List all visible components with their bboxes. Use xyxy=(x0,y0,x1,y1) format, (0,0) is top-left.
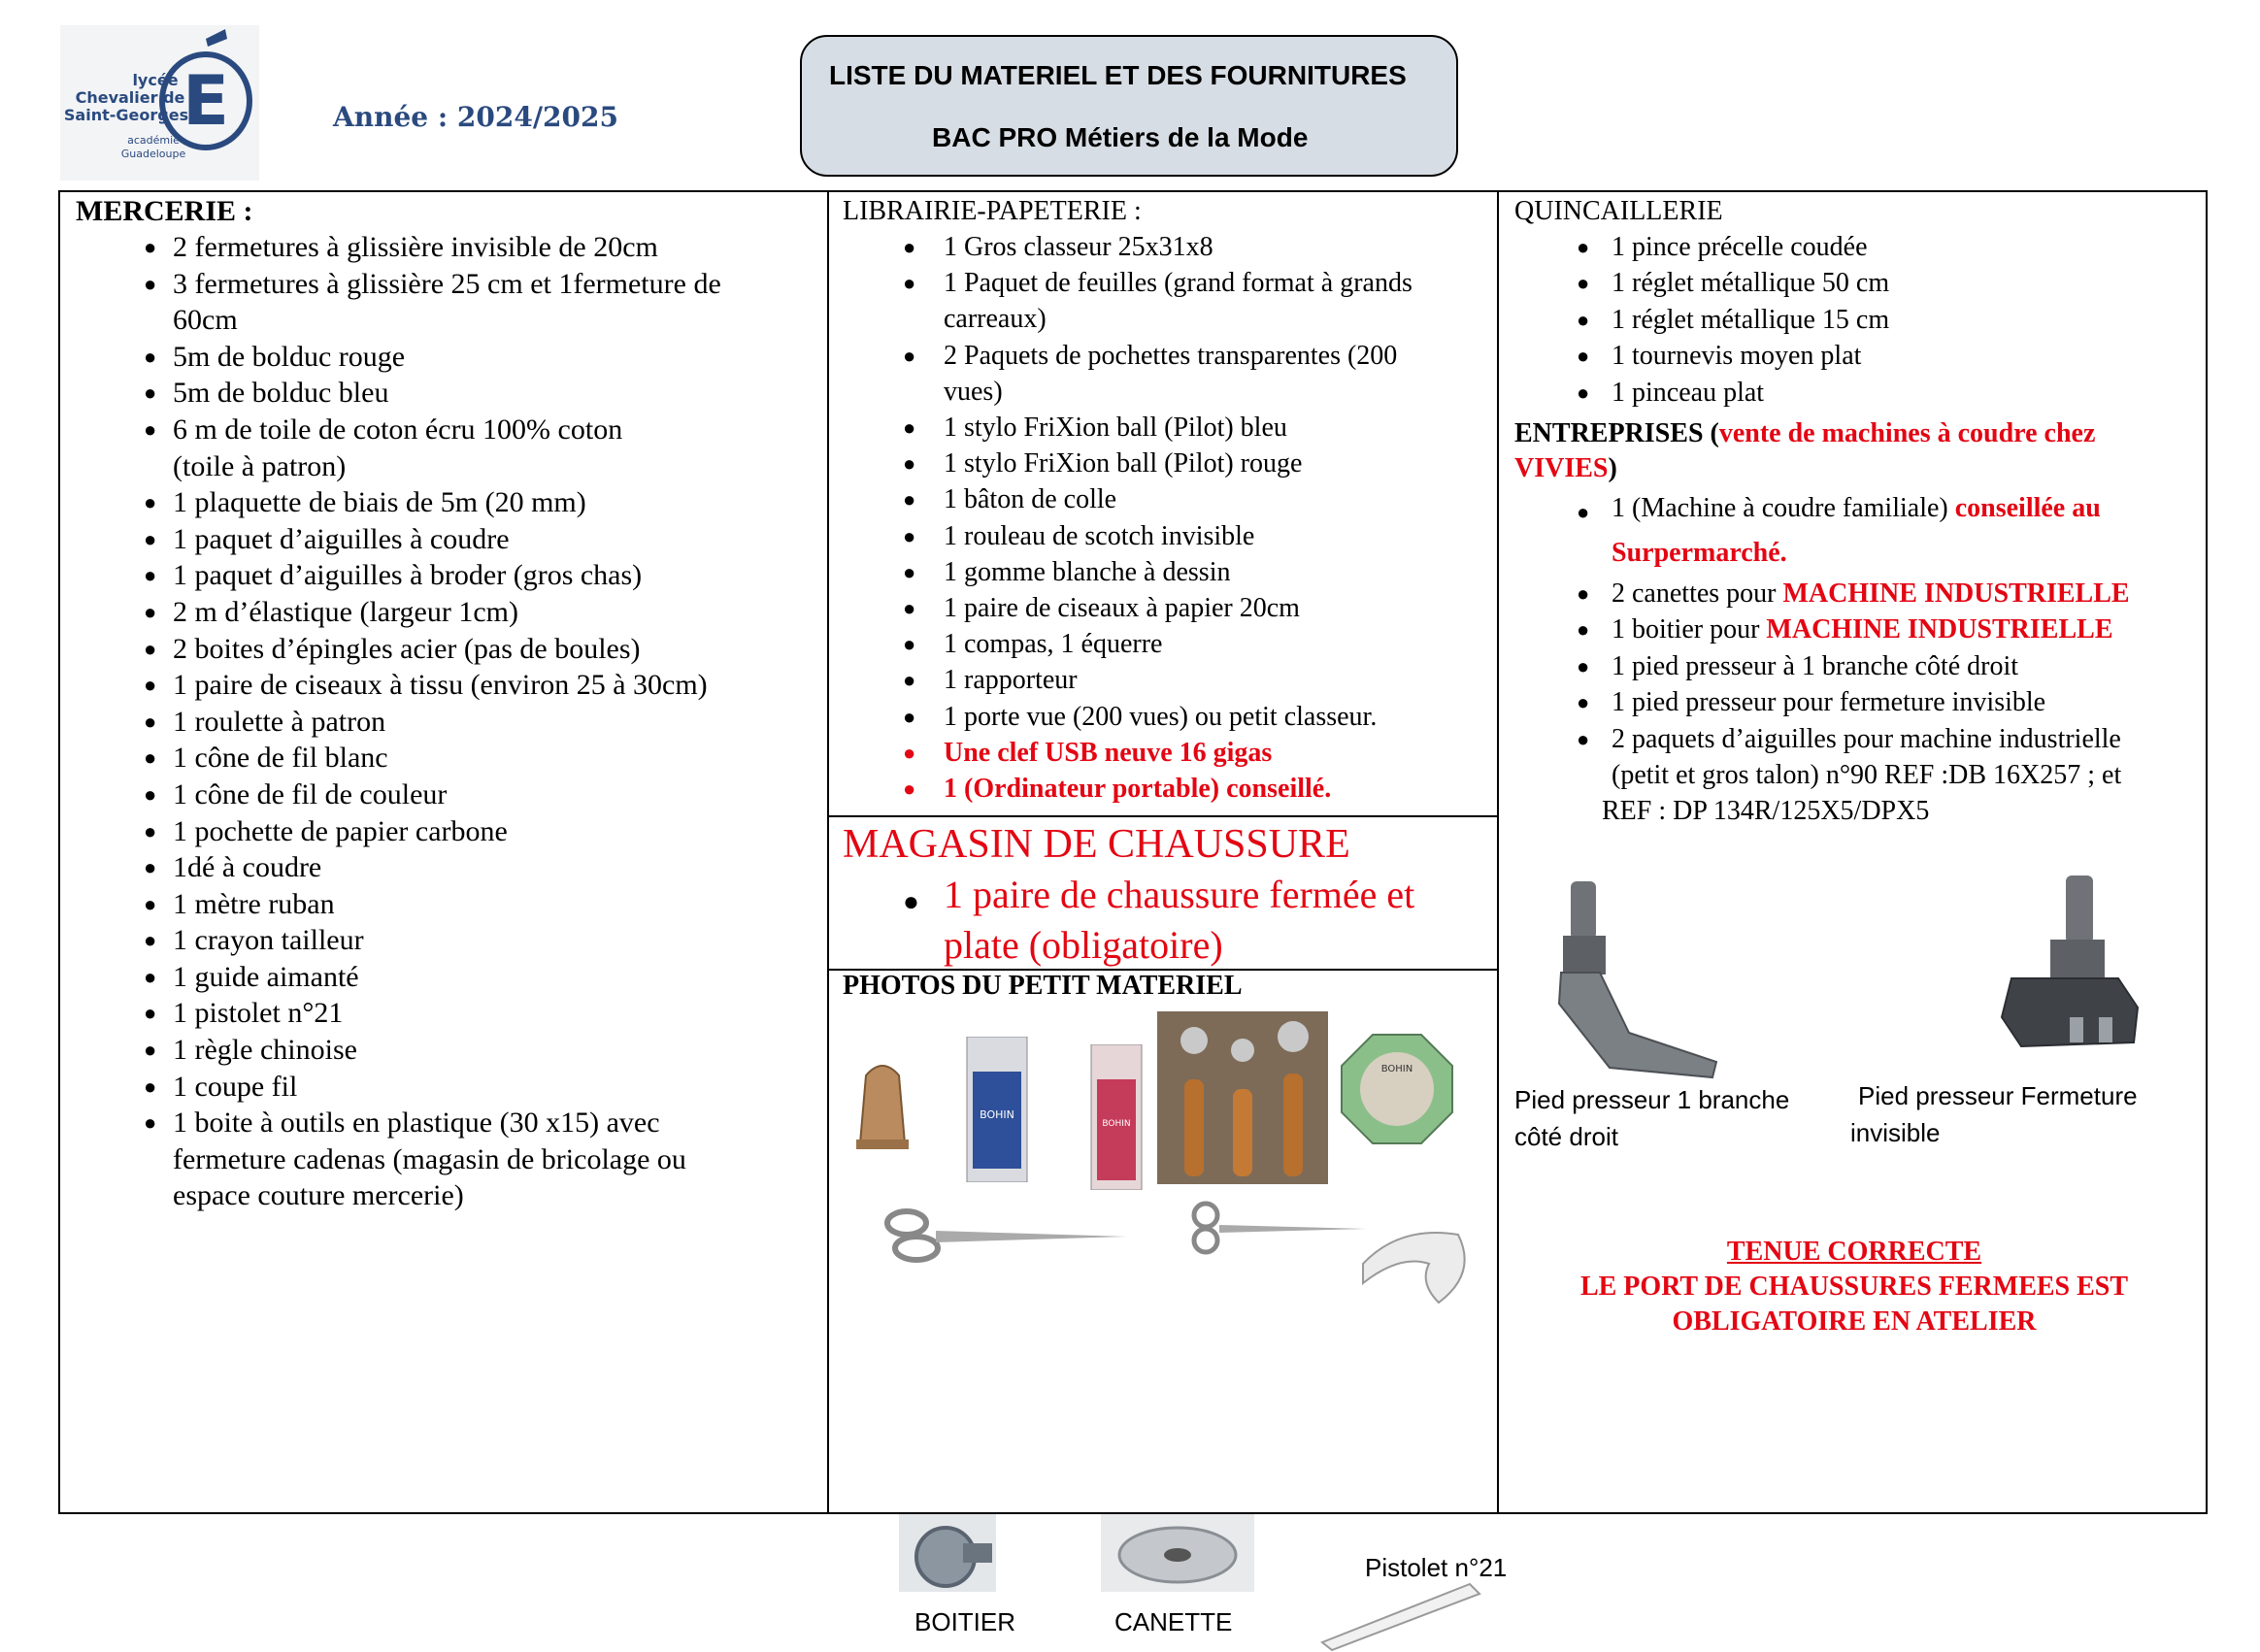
logo-line-1: lycée xyxy=(132,71,179,89)
presser-foot-invisible-zipper-photo xyxy=(1953,872,2147,1056)
list-item: ● 1 paire de ciseaux à papier 20cm xyxy=(903,593,1300,624)
list-item: ● 1 plaquette de biais de 5m (20 mm) xyxy=(144,486,586,519)
logo-line-5: Guadeloupe xyxy=(120,148,186,160)
list-item: ● 1 pistolet n°21 xyxy=(144,997,344,1030)
mercerie-heading: MERCERIE : xyxy=(76,195,253,227)
paper-scissors-photo xyxy=(1184,1198,1369,1256)
dress-code-notice: TENUE CORRECTE LE PORT DE CHAUSSURES FERMEES EST OBLIGATOIRE EN ATELIER xyxy=(1579,1237,2129,1337)
logo-line-4: académie xyxy=(127,134,180,147)
list-item: ● 1 (Machine à coudre familiale) conseillée au xyxy=(1577,493,2101,525)
column-divider xyxy=(1497,192,1499,1512)
list-item: ● 1 coupe fil xyxy=(144,1070,298,1103)
logo-line-3: Saint-Georges xyxy=(63,106,189,124)
list-item: ● 2 boites d’épingles acier (pas de boules) xyxy=(144,632,641,665)
embroidery-pack-brand: BOHIN xyxy=(1102,1119,1131,1129)
list-item: ● 1 cône de fil de couleur xyxy=(144,777,448,810)
list-item: ● 1 paquet d’aiguilles à coudre xyxy=(144,522,510,555)
list-item: ● 1 pied presseur à 1 branche côté droit xyxy=(1577,650,2019,681)
list-item: ● 1 bâton de colle xyxy=(903,484,1117,515)
list-item: ● 1 paire de chaussure fermée et xyxy=(903,873,1415,917)
list-item-continued: plate (obligatoire) xyxy=(944,923,1223,967)
presser-caption-left: Pied presseur 1 branche côté droit xyxy=(1514,1085,1790,1151)
title-line-1: LISTE DU MATERIEL ET DES FOURNITURES xyxy=(829,60,1407,90)
list-item: ● 1 pochette de papier carbone xyxy=(144,814,508,847)
librairie-list xyxy=(843,229,1483,807)
pistolet-ruler-photo xyxy=(1318,1574,1483,1652)
pins-box-brand: BOHIN xyxy=(1380,1064,1413,1074)
boitier-label: BOITIER xyxy=(914,1607,1016,1636)
list-item: ● 1 cône de fil blanc xyxy=(144,742,388,775)
list-item: ● 1 roulette à patron xyxy=(144,705,386,738)
list-item-continued: 60cm xyxy=(173,304,238,337)
list-item: ● 1 boite à outils en plastique (30 x15) avec xyxy=(144,1107,660,1140)
list-item: ● 2 fermetures à glissière invisible de 20cm xyxy=(144,231,658,263)
list-item: ● 1 boitier pour MACHINE INDUSTRIELLE xyxy=(1577,614,2113,645)
list-item: ● 1 stylo FriXion ball (Pilot) bleu xyxy=(903,413,1287,444)
supply-table xyxy=(58,190,2208,1636)
title-box xyxy=(800,35,1458,177)
column-divider xyxy=(827,192,829,1512)
list-item: ● 1 pinceau plat xyxy=(1577,377,1765,408)
list-item: ● 1 rapporteur xyxy=(903,665,1078,696)
list-item-laptop: ● 1 (Ordinateur portable) conseillé. xyxy=(903,774,1332,805)
list-item: ● 5m de bolduc bleu xyxy=(144,377,389,410)
bobbin-photo xyxy=(1101,1514,1254,1592)
list-item: ● 1 pied presseur pour fermeture invisible xyxy=(1577,687,2046,718)
bobbin-case-photo xyxy=(899,1514,996,1592)
chaussure-heading: MAGASIN DE CHAUSSURE xyxy=(843,822,1350,867)
needle-pack-brand: BOHIN xyxy=(980,1108,1014,1121)
school-year: Année : 2024/2025 xyxy=(333,101,618,133)
list-item: ● 1 compas, 1 équerre xyxy=(903,629,1163,660)
list-item-continued: fermeture cadenas (magasin de bricolage ou xyxy=(173,1142,686,1175)
mercerie-list xyxy=(76,229,814,1214)
presser-caption-right: Pied presseur Fermeture invisible xyxy=(1850,1081,2138,1147)
photos-heading: PHOTOS DU PETIT MATERIEL xyxy=(843,971,1243,1001)
list-item: ● 1 Paquet de feuilles (grand format à grands xyxy=(903,268,1412,299)
list-item-continued: REF : DP 134R/125X5/DPX5 xyxy=(1602,796,1930,827)
list-item-continued: espace couture mercerie) xyxy=(173,1179,464,1212)
list-item: ● 1 règle chinoise xyxy=(144,1034,357,1067)
list-item-continued: carreaux) xyxy=(944,304,1047,335)
list-item: ● 1 crayon tailleur xyxy=(144,924,364,957)
list-item: ● 1 Gros classeur 25x31x8 xyxy=(903,232,1213,262)
list-item: ● 1 réglet métallique 50 cm xyxy=(1577,268,1890,299)
librairie-heading: LIBRAIRIE-PAPETERIE : xyxy=(843,196,1142,226)
row-divider xyxy=(827,815,1497,817)
pins-box-photo xyxy=(1340,1033,1454,1145)
list-item-continued: Surpermarché. xyxy=(1612,538,1787,569)
librairie-section xyxy=(843,194,1483,807)
list-item-continued: (petit et gros talon) n°90 REF :DB 16X257 ; et xyxy=(1612,760,2122,791)
french-curve-photo xyxy=(1361,1215,1478,1322)
logo-line-2: Chevalier de xyxy=(75,88,185,107)
quincaillerie-section xyxy=(1514,194,2194,830)
list-item: ● 1 paquet d’aiguilles à broder (gros chas) xyxy=(144,559,643,592)
list-item: ● 2 m d’élastique (largeur 1cm) xyxy=(144,595,518,628)
list-item: ● 1 rouleau de scotch invisible xyxy=(903,520,1255,551)
chaussure-section xyxy=(843,819,1483,971)
list-item-usb: ● Une clef USB neuve 16 gigas xyxy=(903,737,1273,768)
list-item: ● 1 stylo FriXion ball (Pilot) rouge xyxy=(903,448,1303,479)
list-item: ● 1 paire de ciseaux à tissu (environ 25 à 30cm) xyxy=(144,669,708,702)
mercerie-section xyxy=(76,194,814,1214)
entreprises-heading: ENTREPRISES (vente de machines à coudre chez VIVIES) xyxy=(1514,418,2096,484)
school-logo xyxy=(60,25,259,181)
quincaillerie-heading: QUINCAILLERIE xyxy=(1514,196,1723,226)
list-item: ● 1 pince précelle coudée xyxy=(1577,232,1868,262)
list-item: ● 6 m de toile de coton écru 100% coton xyxy=(144,413,623,446)
chaussure-list xyxy=(843,870,1483,971)
list-item: ● 5m de bolduc rouge xyxy=(144,340,406,373)
embroidery-needle-pack-photo xyxy=(1089,1044,1144,1190)
list-item: ● 2 Paquets de pochettes transparentes (200 xyxy=(903,340,1398,371)
list-item: ● 1 porte vue (200 vues) ou petit classeur. xyxy=(903,701,1378,732)
list-item-continued: (toile à patron) xyxy=(173,449,347,482)
thimble-photo xyxy=(848,1046,916,1153)
title-line-2: BAC PRO Métiers de la Mode xyxy=(932,122,1309,152)
list-item: ● 1 mètre ruban xyxy=(144,887,335,920)
canette-label: CANETTE xyxy=(1114,1607,1233,1636)
list-item: ● 3 fermetures à glissière 25 cm et 1fermeture de xyxy=(144,267,721,300)
tailor-scissors-photo xyxy=(878,1202,1130,1270)
svg-text:E: E xyxy=(183,61,229,141)
quincaillerie-list xyxy=(1514,229,2194,411)
presser-foot-right-branch-photo xyxy=(1532,877,1736,1085)
pistolet-label: Pistolet n°21 xyxy=(1365,1553,1508,1582)
entreprises-list xyxy=(1514,486,2194,830)
list-item: ● 1 réglet métallique 15 cm xyxy=(1577,304,1890,335)
list-item: ● 1 tournevis moyen plat xyxy=(1577,341,1862,372)
list-item: ● 1dé à coudre xyxy=(144,851,322,884)
needle-pack-photo xyxy=(963,1037,1031,1182)
list-item: ● 2 paquets d’aiguilles pour machine industrielle xyxy=(1577,723,2121,754)
list-item: ● 1 guide aimanté xyxy=(144,960,359,993)
list-item: ● 1 gomme blanche à dessin xyxy=(903,556,1231,587)
tracing-wheels-photo xyxy=(1157,1011,1328,1184)
list-item-continued: vues) xyxy=(944,376,1003,407)
list-item: ● 2 canettes pour MACHINE INDUSTRIELLE xyxy=(1577,578,2130,610)
